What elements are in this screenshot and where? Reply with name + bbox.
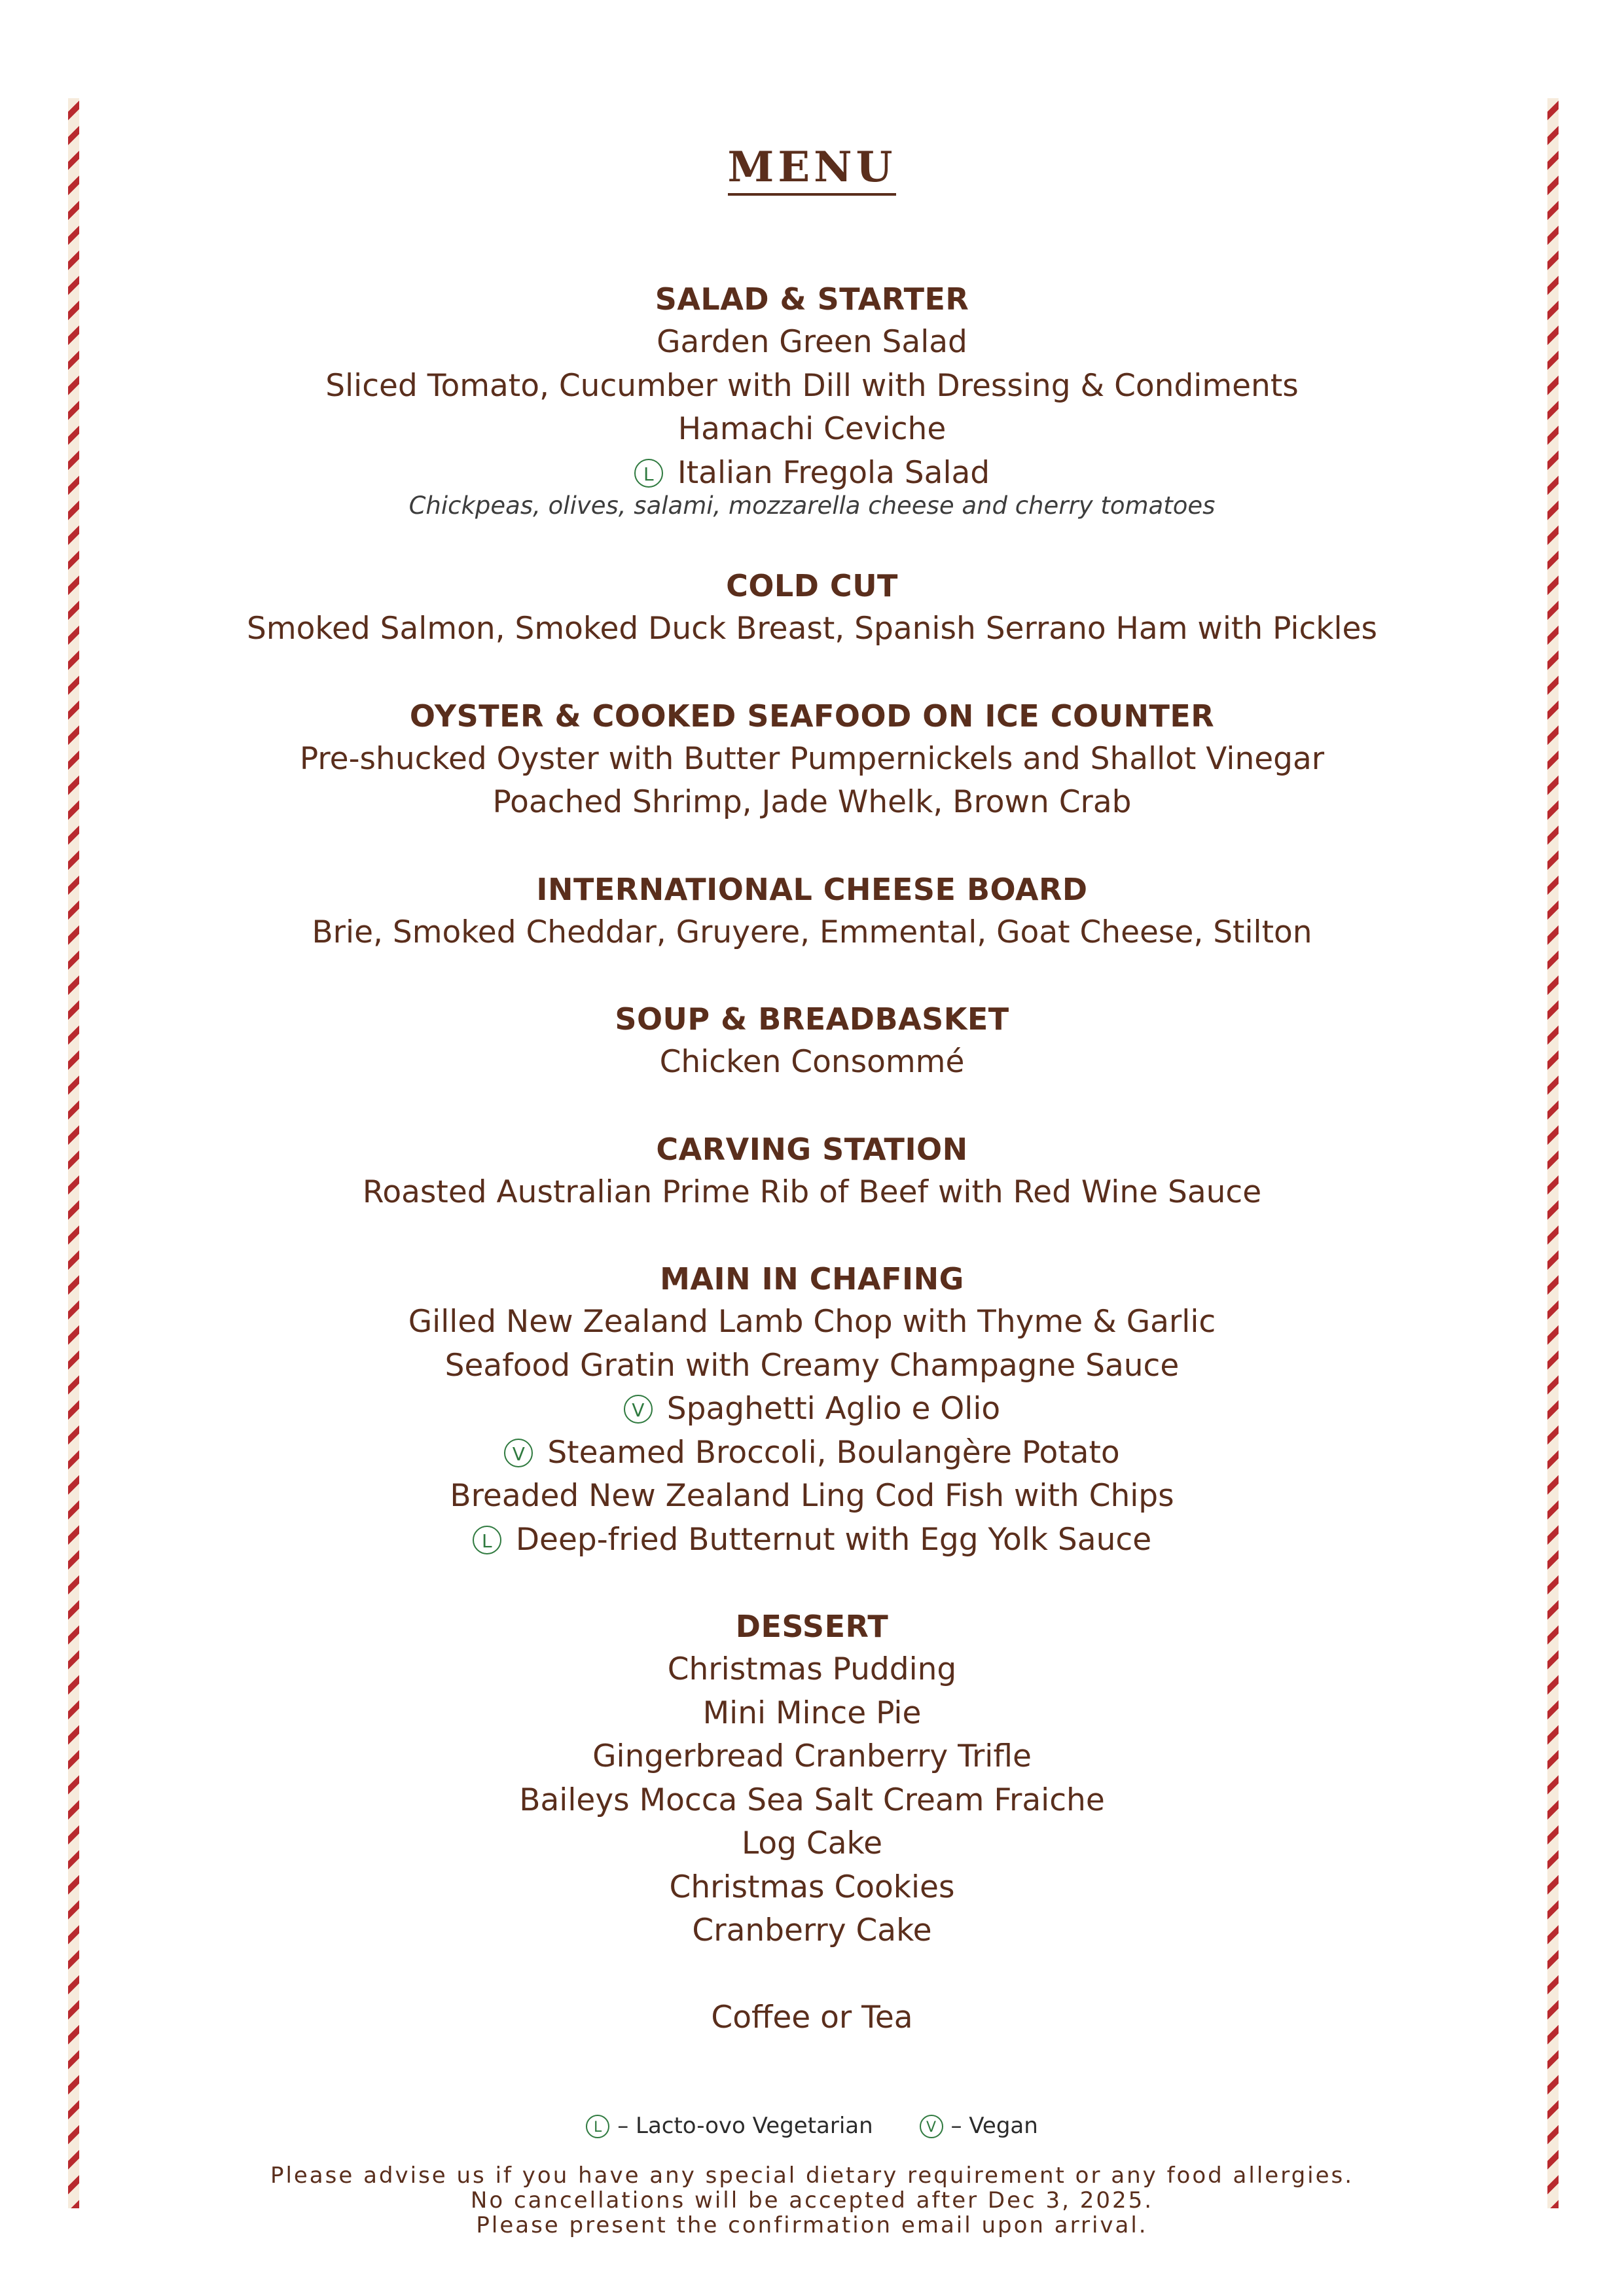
menu-item-label: Roasted Australian Prime Rib of Beef with Red Wine Sauce [362,1174,1262,1210]
section-title: INTERNATIONAL CHEESE BOARD [536,871,1088,907]
menu-section [98,694,1526,825]
menu-item-label: Steamed Broccoli, Boulangère Potato [547,1434,1120,1471]
menu-item-label: Smoked Salmon, Smoked Duck Breast, Spanish Serrano Ham with Pickles [247,611,1377,647]
right-candy-stripe-border [1547,98,1559,2208]
menu-item-label: Pre-shucked Oyster with Butter Pumpernickels and Shallot Vinegar [299,740,1325,777]
lacto-ovo-vegetarian-icon: L [634,459,663,488]
menu-section [98,997,1526,1085]
menu-item [98,1735,1526,1779]
menu-item [98,738,1526,781]
menu-item-label: Garden Green Salad [657,324,967,360]
footer-allergy-note: Please advise us if you have any special dietary requirement or any food allergies. [270,2162,1354,2189]
menu-item [98,1909,1526,1953]
menu-item [98,1300,1526,1344]
menu-section [98,1605,1526,1953]
menu-item [98,1779,1526,1823]
menu-item [98,1866,1526,1910]
menu-item [98,1041,1526,1085]
menu-item [98,1518,1526,1562]
section-title: COLD CUT [726,568,898,603]
menu-item-label: Chicken Consommé [659,1044,965,1080]
menu-item-label: Seafood Gratin with Creamy Champagne Sauce [444,1347,1180,1384]
footer-cancellation-note: No cancellations will be accepted after Dec 3, 2025. [470,2187,1154,2214]
menu-item-label: Spaghetti Aglio e Olio [666,1391,1001,1427]
menu-item-label: Breaded New Zealand Ling Cod Fish with Chips [450,1478,1174,1514]
legend-vegan-label: – Vegan [950,2113,1038,2139]
menu-item-label: Mini Mince Pie [702,1695,922,1731]
lacto-ovo-vegetarian-icon: L [586,2115,609,2138]
section-title: CARVING STATION [656,1131,968,1167]
section-title: MAIN IN CHAFING [660,1261,964,1297]
menu-item-label: Baileys Mocca Sea Salt Cream Fraiche [519,1782,1105,1818]
lacto-ovo-vegetarian-icon: L [473,1526,501,1554]
menu-item-label: Christmas Pudding [667,1651,957,1687]
menu-sections [98,278,1526,2083]
menu-item-label: Log Cake [742,1825,882,1861]
menu-section [98,278,1526,521]
menu-item [98,1822,1526,1866]
menu-item [98,1344,1526,1388]
legend-lacto-ovo [586,2113,873,2139]
menu-item [98,911,1526,955]
section-title: SOUP & BREADBASKET [615,1001,1009,1037]
menu-item-label: Deep-fried Butternut with Egg Yolk Sauce [515,1521,1152,1558]
menu-item [98,1692,1526,1736]
vegan-icon: V [920,2115,943,2138]
menu-item [98,321,1526,365]
menu-item-label: Cranberry Cake [692,1912,932,1948]
menu-section [98,1128,1526,1215]
menu-item-label: Italian Fregola Salad [677,454,990,491]
menu-item [98,1431,1526,1475]
menu-item [98,1388,1526,1431]
menu-item [98,781,1526,825]
menu-item [98,1648,1526,1692]
vegan-icon: V [624,1395,653,1424]
page-title-text: MENU [728,143,897,196]
left-candy-stripe-border [68,98,79,2208]
menu-item [98,1171,1526,1215]
section-title: DESSERT [735,1609,889,1644]
vegan-icon: V [504,1439,533,1467]
menu-item [98,1996,1526,2040]
menu-section [98,1257,1526,1562]
menu-item [98,452,1526,495]
menu-item-label: Coffee or Tea [711,1999,913,2036]
menu-item-label: Poached Shrimp, Jade Whelk, Brown Crab [492,784,1132,820]
menu-item [98,607,1526,651]
section-title: SALAD & STARTER [655,281,969,317]
legend-vegan [920,2113,1038,2139]
menu-item-label: Gilled New Zealand Lamb Chop with Thyme & Garlic [408,1304,1216,1340]
page-title [98,143,1526,192]
legend-lacto-ovo-label: – Lacto-ovo Vegetarian [617,2113,873,2139]
menu-item-label: Hamachi Ceviche [677,411,947,447]
menu-section [98,868,1526,955]
menu-item-label: Gingerbread Cranberry Trifle [592,1738,1032,1774]
menu-item [98,365,1526,408]
menu-item-description: Chickpeas, olives, salami, mozzarella cheese and cherry tomatoes [408,492,1216,520]
footer-notes [98,2163,1526,2238]
menu-section [98,564,1526,651]
section-title: OYSTER & COOKED SEAFOOD ON ICE COUNTER [409,698,1215,734]
diet-legend [98,2113,1526,2139]
menu-section [98,1996,1526,2040]
menu-item-label: Christmas Cookies [669,1869,955,1905]
menu-item-label: Sliced Tomato, Cucumber with Dill with Dressing & Condiments [325,367,1299,404]
menu-item [98,1475,1526,1518]
menu-item-label: Brie, Smoked Cheddar, Gruyere, Emmental, Goat Cheese, Stilton [312,914,1312,950]
menu-item [98,408,1526,452]
footer-confirmation-note: Please present the confirmation email upon arrival. [476,2212,1148,2238]
